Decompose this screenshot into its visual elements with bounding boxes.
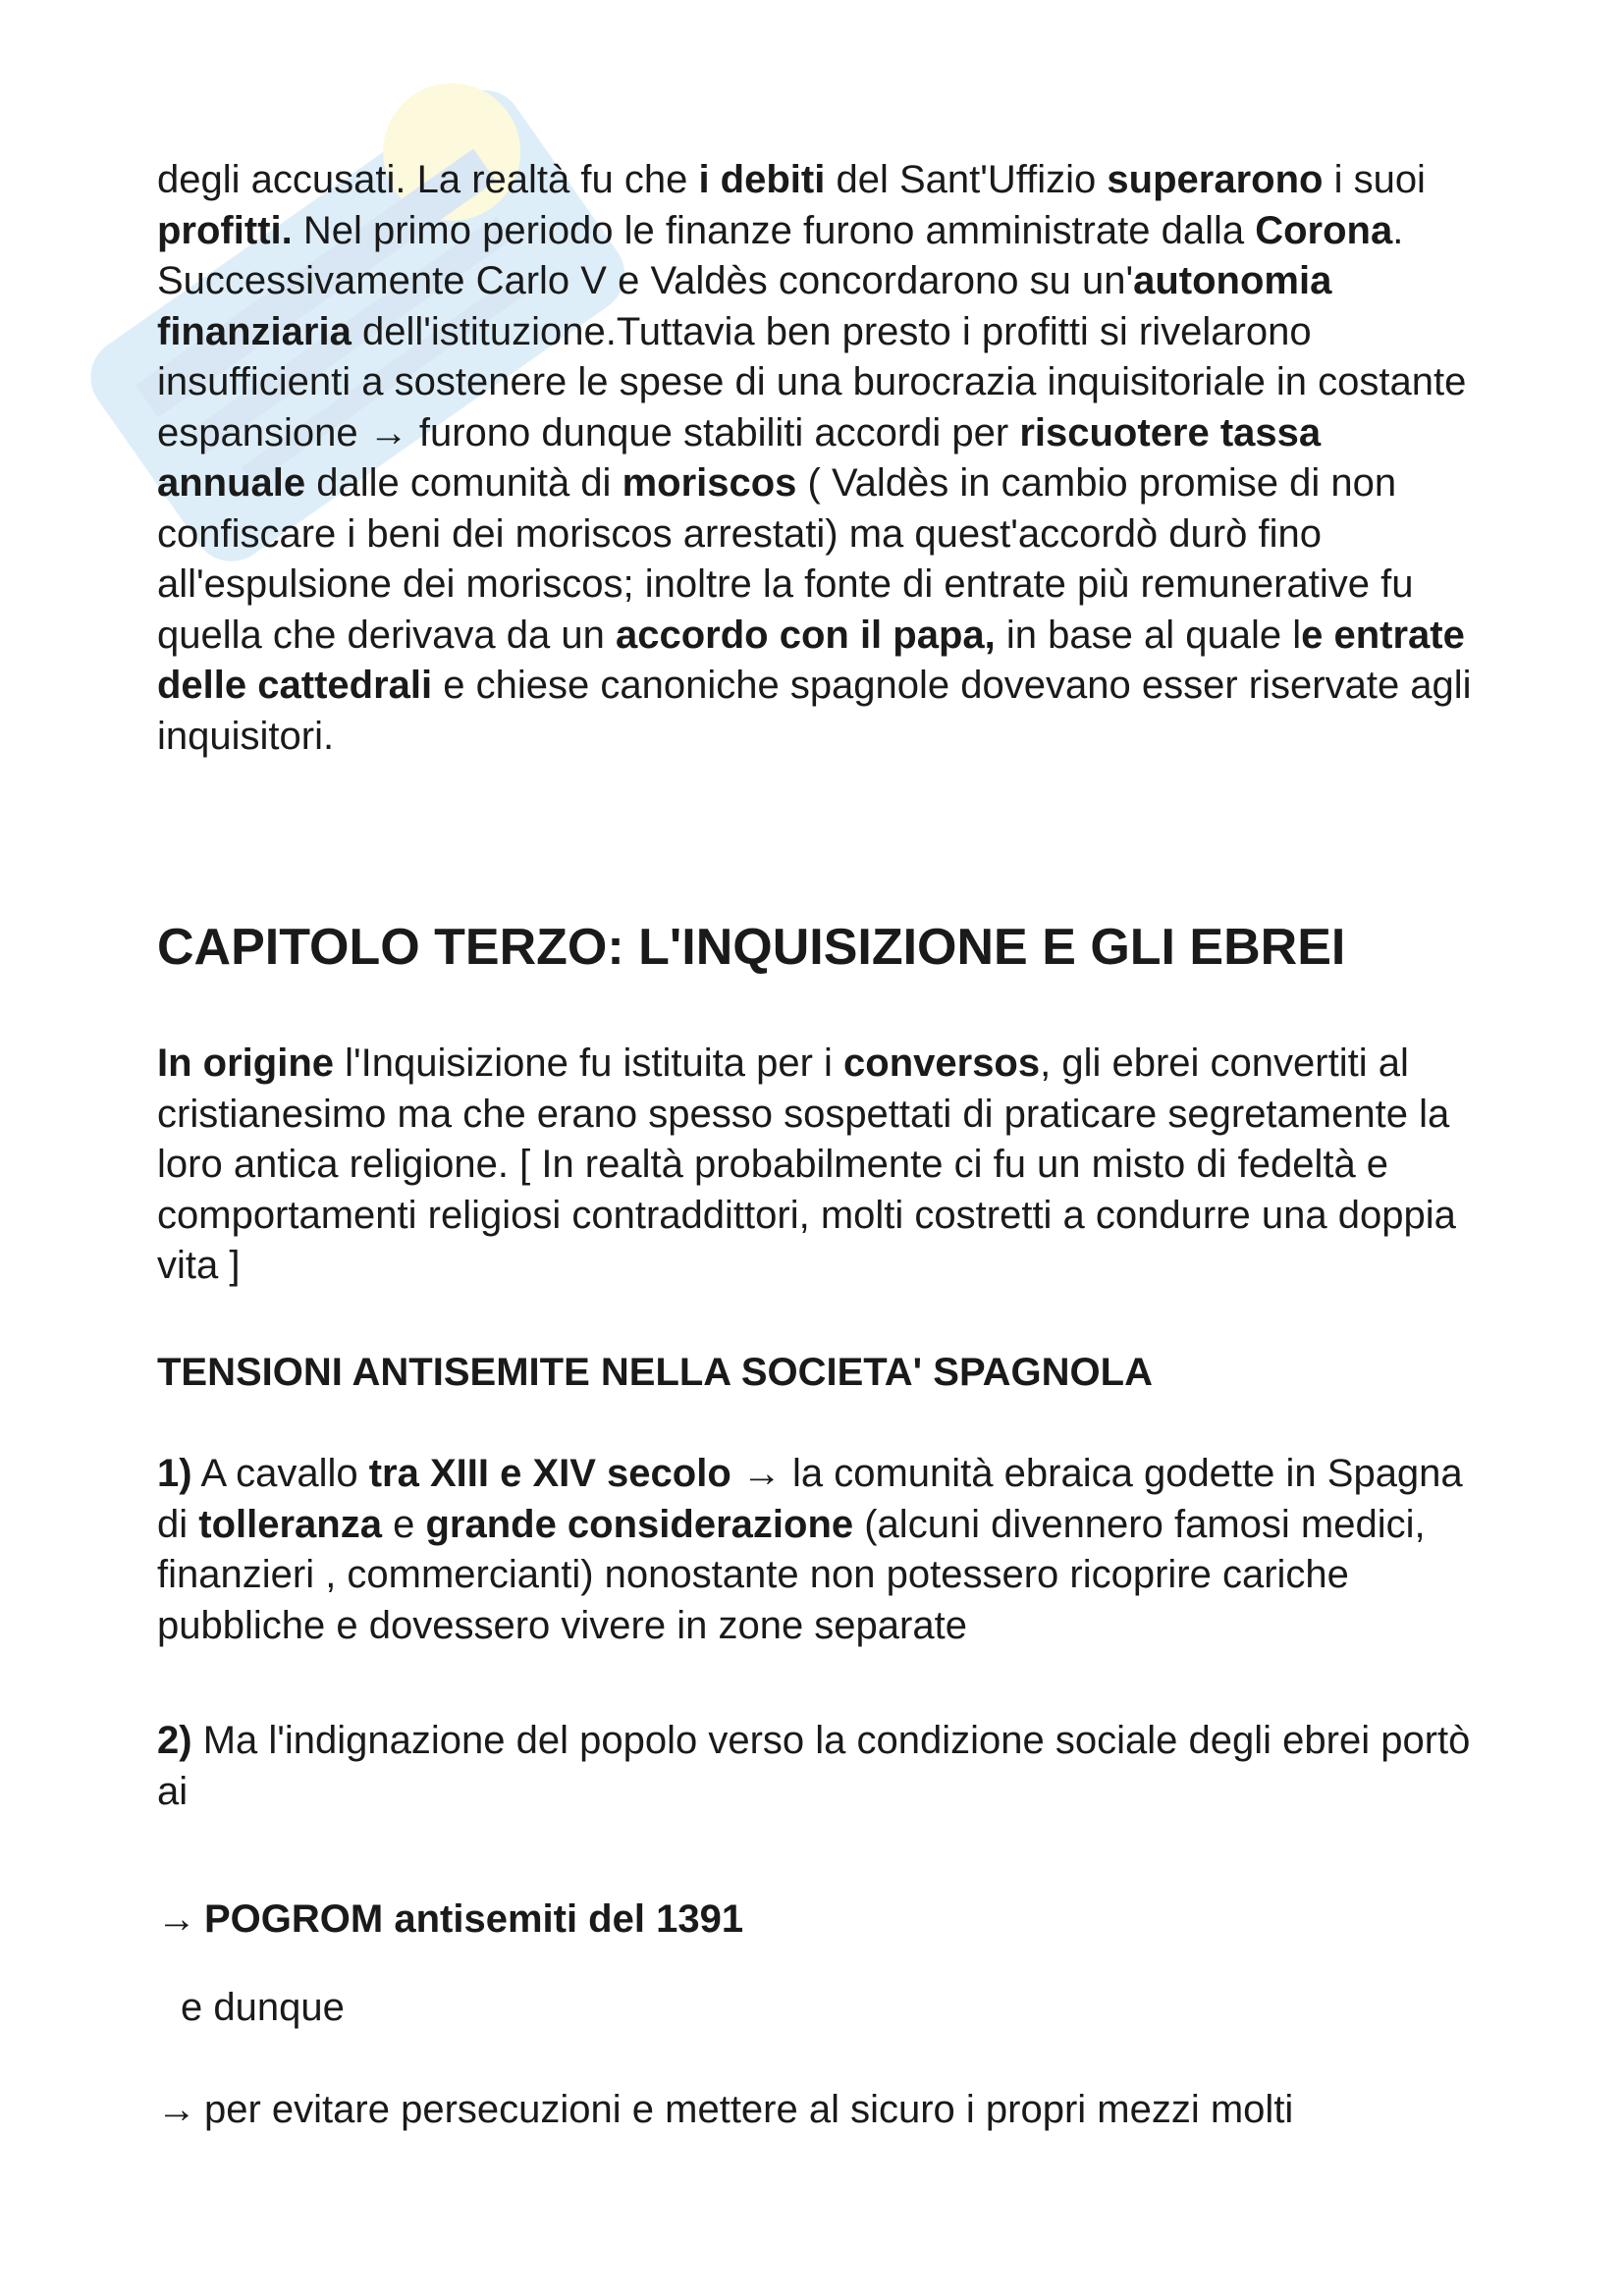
pogrom-line: → POGROM antisemiti del 1391	[157, 1897, 744, 1941]
point-2: 2) Ma l'indignazione del popolo verso la condizione sociale degli ebrei portò ai	[157, 1719, 1471, 1813]
last-line: → per evitare persecuzioni e mettere al sicuro i propri mezzi molti	[157, 2088, 1294, 2131]
section-heading: TENSIONI ANTISEMITE NELLA SOCIETA' SPAGNOLA	[157, 1351, 1153, 1394]
paragraph-origin: In origine l'Inquisizione fu istituita per i conversos, gli ebrei convertiti al cristianesimo ma che erano spesso sospettati di praticare segretamente la loro antica religione. [ In realtà probabilmente ci fu un misto di fedeltà e comportamenti religiosi contraddittori, molti costretti a condurre una doppia vita ]	[157, 1041, 1456, 1287]
arrow-right-icon: →	[157, 2088, 196, 2131]
dunque-line: e dunque	[181, 1986, 345, 2029]
arrow-right-icon: →	[157, 1897, 196, 1941]
point-1: 1) A cavallo tra XIII e XIV secolo → la comunità ebraica godette in Spagna di tolleranza e grande considerazione (alcuni divennero famosi medici, finanzieri , commercianti) nonostante non potessero ricoprire cariche pubbliche e dovessero vivere in zone separate	[157, 1452, 1463, 1647]
paragraph-finances: degli accusati. La realtà fu che i debiti del Sant'Uffizio superarono i suoi profitti. Nel primo periodo le finanze furono amministrate dalla Corona. Successivamente Carlo V e Valdès concordarono su un'autonomia finanziaria dell'istituzione.Tuttavia ben presto i profitti si rivelarono insufficienti a sostenere le spese di una burocrazia inquisitoriale in costante espansione → furono dunque stabiliti accordi per riscuotere tassa annuale dalle comunità di moriscos ( Valdès in cambio promise di non confiscare i beni dei moriscos arrestati) ma quest'accordò durò fino all'espulsione dei moriscos; inoltre la fonte di entrate più remunerative fu quella che derivava da un accordo con il papa, in base al quale le entrate delle cattedrali e chiese canoniche spagnole dovevano esser riservate agli inquisitori.	[157, 158, 1472, 758]
chapter-title: CAPITOLO TERZO: L'INQUISIZIONE E GLI EBREI	[157, 919, 1346, 976]
